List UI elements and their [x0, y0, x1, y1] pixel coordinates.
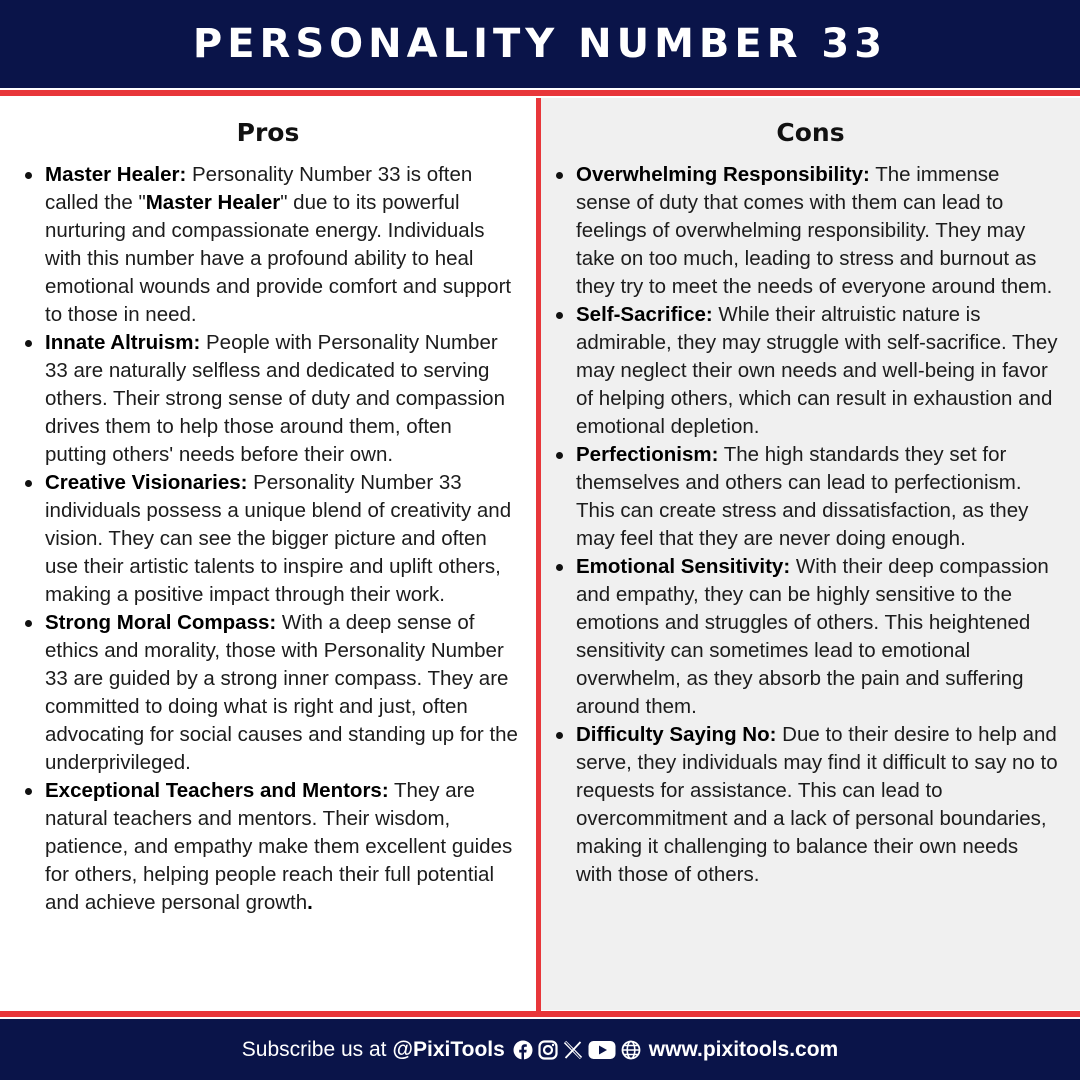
cons-list	[541, 161, 1080, 889]
pros-item-emphasis: Master Healer	[145, 191, 281, 214]
pros-item-text: Personality Number 33 individuals possess a unique blend of creativity and vision. They can see the bigger picture and often use their artistic talents to inspire and uplift others, making a positive impact through their work.	[45, 471, 512, 606]
top-red-divider	[0, 90, 1080, 96]
cons-item-title: Perfectionism:	[576, 443, 719, 466]
instagram-icon[interactable]	[538, 1040, 558, 1060]
pros-item-tail: .	[307, 891, 313, 914]
pros-item-text: With a deep sense of ethics and morality, those with Personality Number 33 are guided by a strong inner compass. They are committed to doing what is right and just, often advocating for social causes and standing up for the underprivileged.	[45, 611, 518, 774]
pros-item-title: Innate Altruism:	[45, 331, 201, 354]
pros-item-text: " due to its powerful nurturing and compassionate energy. Individuals with this number have a profound ability to heal emotional wounds and provide comfort and support to those in need.	[45, 191, 512, 326]
pros-item-title: Master Healer:	[45, 163, 187, 186]
pros-column	[0, 98, 536, 1010]
cons-heading: Cons	[776, 118, 845, 147]
pros-heading: Pros	[236, 118, 300, 147]
page-header	[0, 0, 1080, 88]
cons-item-self-sacrifice	[576, 301, 1058, 441]
website-link[interactable]: www.pixitools.com	[648, 1037, 839, 1061]
cons-item-difficulty-saying-no	[576, 721, 1058, 889]
pros-item-strong-moral-compass	[45, 609, 518, 777]
facebook-icon[interactable]	[513, 1040, 533, 1060]
subscribe-text: Subscribe us at	[241, 1037, 387, 1061]
pros-list	[0, 161, 536, 917]
page-footer	[0, 1019, 1080, 1080]
x-icon[interactable]	[563, 1040, 583, 1060]
pros-item-master-healer	[45, 161, 518, 329]
pros-item-text: Personality Number 33 is often called the "	[45, 163, 473, 214]
social-icons	[513, 1040, 641, 1060]
cons-item-text: The immense sense of duty that comes with them can lead to feelings of overwhelming responsibility. They may take on too much, leading to stress and burnout as they try to meet the needs of everyone around them.	[576, 163, 1053, 298]
pros-item-teachers-mentors	[45, 777, 518, 917]
cons-column	[541, 98, 1080, 1010]
cons-item-text: The high standards they set for themselves and others can lead to perfectionism. This can create stress and dissatisfaction, as they may feel that they are never doing enough.	[576, 443, 1029, 550]
cons-item-text: While their altruistic nature is admirable, they may struggle with self-sacrifice. They may neglect their own needs and well-being in favor of helping others, which can result in exhaustion and emotional depletion.	[576, 303, 1058, 438]
cons-item-title: Emotional Sensitivity:	[576, 555, 791, 578]
cons-item-text: With their deep compassion and empathy, they can be highly sensitive to the emotions and struggles of others. This heightened sensitivity can sometimes lead to emotional overwhelm, as they absorb the pain and suffering around them.	[576, 555, 1049, 718]
cons-item-emotional-sensitivity	[576, 553, 1058, 721]
cons-item-title: Self-Sacrifice:	[576, 303, 713, 326]
globe-icon[interactable]	[621, 1040, 641, 1060]
cons-item-perfectionism	[576, 441, 1058, 553]
bottom-red-divider	[0, 1011, 1080, 1017]
pros-item-title: Strong Moral Compass:	[45, 611, 277, 634]
cons-item-text: Due to their desire to help and serve, they individuals may find it difficult to say no to requests for assistance. This can lead to overcommitment and a lack of personal boundaries, making it challenging to balance their own needs with those of others.	[576, 723, 1058, 886]
youtube-icon[interactable]	[588, 1040, 616, 1060]
pros-item-text: They are natural teachers and mentors. Their wisdom, patience, and empathy make them excellent guides for others, helping people reach their full potential and achieve personal growth	[45, 779, 513, 914]
page-title: PERSONALITY NUMBER 33	[192, 21, 888, 67]
cons-item-title: Overwhelming Responsibility:	[576, 163, 870, 186]
social-handle-link[interactable]: @PixiTools	[392, 1037, 505, 1061]
cons-item-title: Difficulty Saying No:	[576, 723, 777, 746]
pros-item-title: Exceptional Teachers and Mentors:	[45, 779, 389, 802]
cons-item-overwhelming-responsibility	[576, 161, 1058, 301]
pros-item-creative-visionaries	[45, 469, 518, 609]
pros-item-title: Creative Visionaries:	[45, 471, 248, 494]
pros-item-innate-altruism	[45, 329, 518, 469]
pros-item-text: People with Personality Number 33 are naturally selfless and dedicated to serving others. Their strong sense of duty and compassion drives them to help those around them, often putting others' needs before their own.	[45, 331, 505, 466]
